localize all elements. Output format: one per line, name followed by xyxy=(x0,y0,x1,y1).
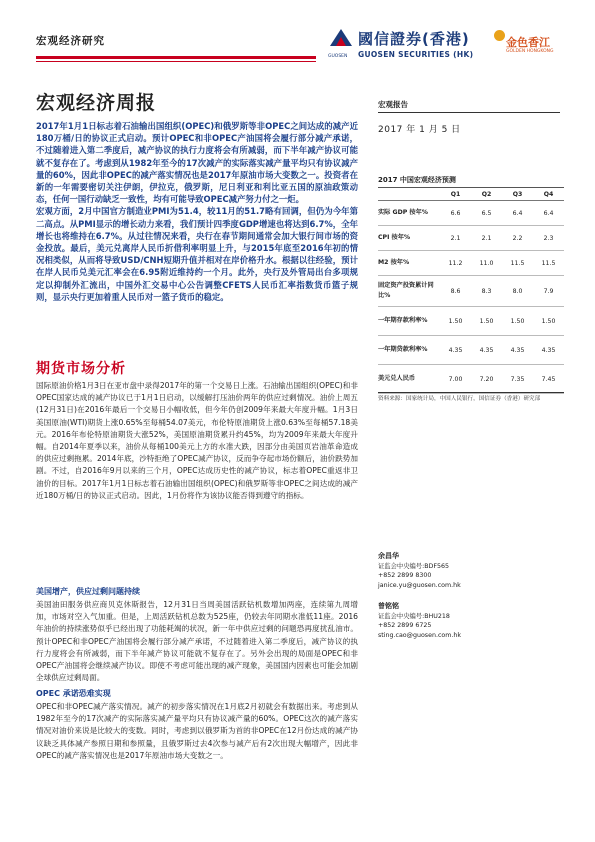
table-cell: 6.4 xyxy=(533,201,564,226)
author-email[interactable]: janice.yu@guosen.com.hk xyxy=(378,581,461,589)
table-cell: 11.5 xyxy=(533,251,564,276)
table-cell: 8.0 xyxy=(502,276,533,307)
table-cell: 1.50 xyxy=(502,307,533,336)
table-cell: 4.35 xyxy=(533,336,564,365)
table-header: Q1 xyxy=(440,189,471,201)
coin-icon xyxy=(494,30,505,41)
table-cell: 7.9 xyxy=(533,276,564,307)
table-cell: 4.35 xyxy=(471,336,502,365)
page-title: 宏观经济周报 xyxy=(36,92,157,114)
author-card xyxy=(378,602,461,640)
author-card xyxy=(378,552,461,590)
table-cell: 7.20 xyxy=(471,365,502,394)
lead-summary xyxy=(36,120,358,303)
table-cell: 4.35 xyxy=(440,336,471,365)
author-phone: +852 2899 8300 xyxy=(378,572,432,579)
table-cell: 1.50 xyxy=(471,307,502,336)
opec-body: OPEC和非OPEC减产落实情况。减产的初步落实情况在1月底2月初就会有数据出来。考虑到从1982年至今的17次减产的实际落实减产量平均只有协议减产量的60%。OPEC这次的减产落实情况对油价来说是比较大的变数。同时，考虑到以俄罗斯为首的非OPEC在12月份达成的减产协议缺乏具体减产参照日期和参照量，且俄罗斯过去4次参与减产后有2次出现大幅增产，因此非OPEC的减产落实情况也是2017年原油市场大变数之一。 xyxy=(36,702,358,760)
table-cell: 11.0 xyxy=(471,251,502,276)
author-name: 余昌华 xyxy=(378,552,399,560)
table-row xyxy=(378,307,564,336)
table-header-blank xyxy=(378,189,440,201)
subheading-us-output: 美国增产，供应过剩问题持续 xyxy=(36,587,140,596)
guosen-logo xyxy=(326,20,486,66)
table-cell: 8.6 xyxy=(440,276,471,307)
table-cell: 2.3 xyxy=(533,226,564,251)
author-license: 证监会中央编号:BHU218 xyxy=(378,612,450,620)
table-cell: 2.1 xyxy=(440,226,471,251)
forecast-table-title: 2017 中国宏观经济预测 xyxy=(378,175,564,188)
table-header: Q2 xyxy=(471,189,502,201)
table-row xyxy=(378,201,564,226)
table-row xyxy=(378,226,564,251)
table-cell: 7.45 xyxy=(533,365,564,394)
table-row xyxy=(378,251,564,276)
row-label: M2 按年% xyxy=(378,251,440,276)
header-rule xyxy=(36,56,316,59)
guosen-name-zh: 國信證券(香港) xyxy=(358,30,470,48)
row-label: CPI 按年% xyxy=(378,226,440,251)
row-label: 一年期贷款利率% xyxy=(378,336,440,365)
table-cell: 4.35 xyxy=(502,336,533,365)
table-cell: 1.50 xyxy=(440,307,471,336)
table-cell: 11.2 xyxy=(440,251,471,276)
row-label: 美元兑人民币 xyxy=(378,365,440,394)
table-cell: 7.35 xyxy=(502,365,533,394)
row-label: 一年期存款利率% xyxy=(378,307,440,336)
table-cell: 2.2 xyxy=(502,226,533,251)
golden-name-en: GOLDEN HONGKONG xyxy=(506,49,554,54)
table-cell: 7.00 xyxy=(440,365,471,394)
table-row xyxy=(378,276,564,307)
table-cell: 6.4 xyxy=(502,201,533,226)
row-label: 固定资产投资累计同比% xyxy=(378,276,440,307)
author-license: 证监会中央编号:BDF565 xyxy=(378,562,450,570)
table-row xyxy=(378,336,564,365)
table-header: Q3 xyxy=(502,189,533,201)
table-cell: 11.5 xyxy=(502,251,533,276)
futures-heading: 期货市场分析 xyxy=(36,361,126,377)
guosen-mark-text: GUOSEN xyxy=(328,54,348,59)
us-output-body: 美国油田服务供应商贝克休斯报告，12月31日当周美国活跃钻机数增加两座，连续第九周增加，市场对空入气加重。但是，上周活跃钻机总数为525座，仍较去年同期水准低11座。2016年油价的持续涨势似乎已经出现了功能耗竭的状况，新一年中供应过剩的问题恐再度扰乱油市。预计OPEC和非OPEC产油国将会履行部分减产承诺，不过随着进入第二季度后，减产协议的执行力度将会有所减弱，而下半年减产协议可能就不复存在了。另外会出现的局面是OPEC和非OPEC产油国将会继续减产协议。即使不考虑可能出现的减产现象，美国国内因素也可能会加剧全球供应过剩局面。 xyxy=(36,600,358,683)
guosen-mark-icon xyxy=(328,26,354,50)
guosen-name-en: GUOSEN SECURITIES (HK) xyxy=(358,50,474,59)
futures-body: 国际原油价格1月3日在亚市盘中录得2017年的第一个交易日上涨。石油输出国组织(OPEC)和非OPEC国家达成的减产协议已于1月1日启动，以缓解打压油价两年的供应过剩情况。油价上周五(12月31日)在2016年最后一个交易日小幅收低，但今年仍创2009年来最大年度升幅。1月3日美国原油(WTI)期货上涨0.65%至每桶54.07美元，布伦特原油期货上涨0.63%至每桶57.18美元。2016年布伦特原油期货大涨52%，美国原油期货累升约45%，均为2009年来最大年度升幅。自2014年夏季以来，油价从每桶100美元上方的水准大跌，因部分由美国页岩油革命造成的供应过剩拖累。2014年底，沙特拒绝了OPEC减产协议，反而争夺起市场份额后，油价跌势加剧。不过，自2016年9月以来的三个月，OPEC达成历史性的减产协议，标志着OPEC重返非卫油价的目标。2017年1月1日标志着石油输出国组织(OPEC)和俄罗斯等非OPEC之间达成的减产近180万桶/日的协议正式启动。因此，1月份将作为该协议能否得到遵守的指标。 xyxy=(36,381,358,500)
table-row xyxy=(378,365,564,394)
table-cell: 6.6 xyxy=(440,201,471,226)
table-cell: 8.3 xyxy=(471,276,502,307)
table-source: 资料来源：国家统计局，中国人民银行，国信证券（香港）研究部 xyxy=(378,392,564,403)
table-header: Q4 xyxy=(533,189,564,201)
golden-name-zh: 金色香江 xyxy=(506,36,550,49)
golden-hongkong-logo xyxy=(492,18,564,66)
table-cell: 1.50 xyxy=(533,307,564,336)
table-cell: 6.5 xyxy=(471,201,502,226)
header-rule-thin xyxy=(36,61,316,62)
row-label: 实际 GDP 按年% xyxy=(378,201,440,226)
report-date: 2017 年 1 月 5 日 xyxy=(378,125,461,135)
section-label: 宏观经济研究 xyxy=(36,35,105,47)
lead-paragraph: 2017年1月1日标志着石油输出国组织(OPEC)和俄罗斯等非OPEC之间达成的减产近180万桶/日的协议正式启动。预计OPEC和非OPEC产油国将会履行部分减产承诺，不过随着进入第二季度后，减产协议的执行力度将会有所减弱，而下半年减产协议可能就不复存在了。考虑到从1982年至今的17次减产的实际落实减产量平均只有协议减产量的60%，因此非OPEC的减产落实情况也是2017年原油市场大变数之一。投资者在新的一年需要密切关注伊朗，伊拉克，俄罗斯，尼日利亚和利比亚五国的原油政策动态，任何一国行动缺乏一致性，均有可能导致OPEC减产努力付之一炬。 xyxy=(36,121,358,205)
table-cell: 2.1 xyxy=(471,226,502,251)
forecast-table xyxy=(378,189,564,394)
author-email[interactable]: sting.cao@guosen.com.hk xyxy=(378,631,462,639)
report-tag: 宏观报告 xyxy=(378,99,560,113)
author-name: 曾铭铭 xyxy=(378,602,399,610)
subheading-opec: OPEC 承诺恐难实现 xyxy=(36,689,111,698)
author-phone: +852 2899 6725 xyxy=(378,622,432,629)
lead-paragraph: 宏观方面，2月中国官方制造业PMI为51.4，较11月的51.7略有回调，但仍为今年第二高点。从PMI显示的增长动力来看，我们预计四季度GDP增速也将达到6.7%，全年增长也将维持在6.7%。从过往情况来看，央行在春节期间通常会加大银行间市场的资金投放。最后，美元兑离岸人民币折借利率明显上升，与2015年底至2016年初的情况相类似，从而将导致USD/CNH短期升值并相对在岸价格升水。根据以往经验，预计在岸人民币兑美元汇率会在6.95附近维持约一个月。此外，央行及外管局出台多项规定以抑制外汇流出，中国外汇交易中心公告调整CFETS人民币汇率指数货币篮子规则，显示央行更加着重人民币对一篮子货币的稳定。 xyxy=(36,206,358,302)
